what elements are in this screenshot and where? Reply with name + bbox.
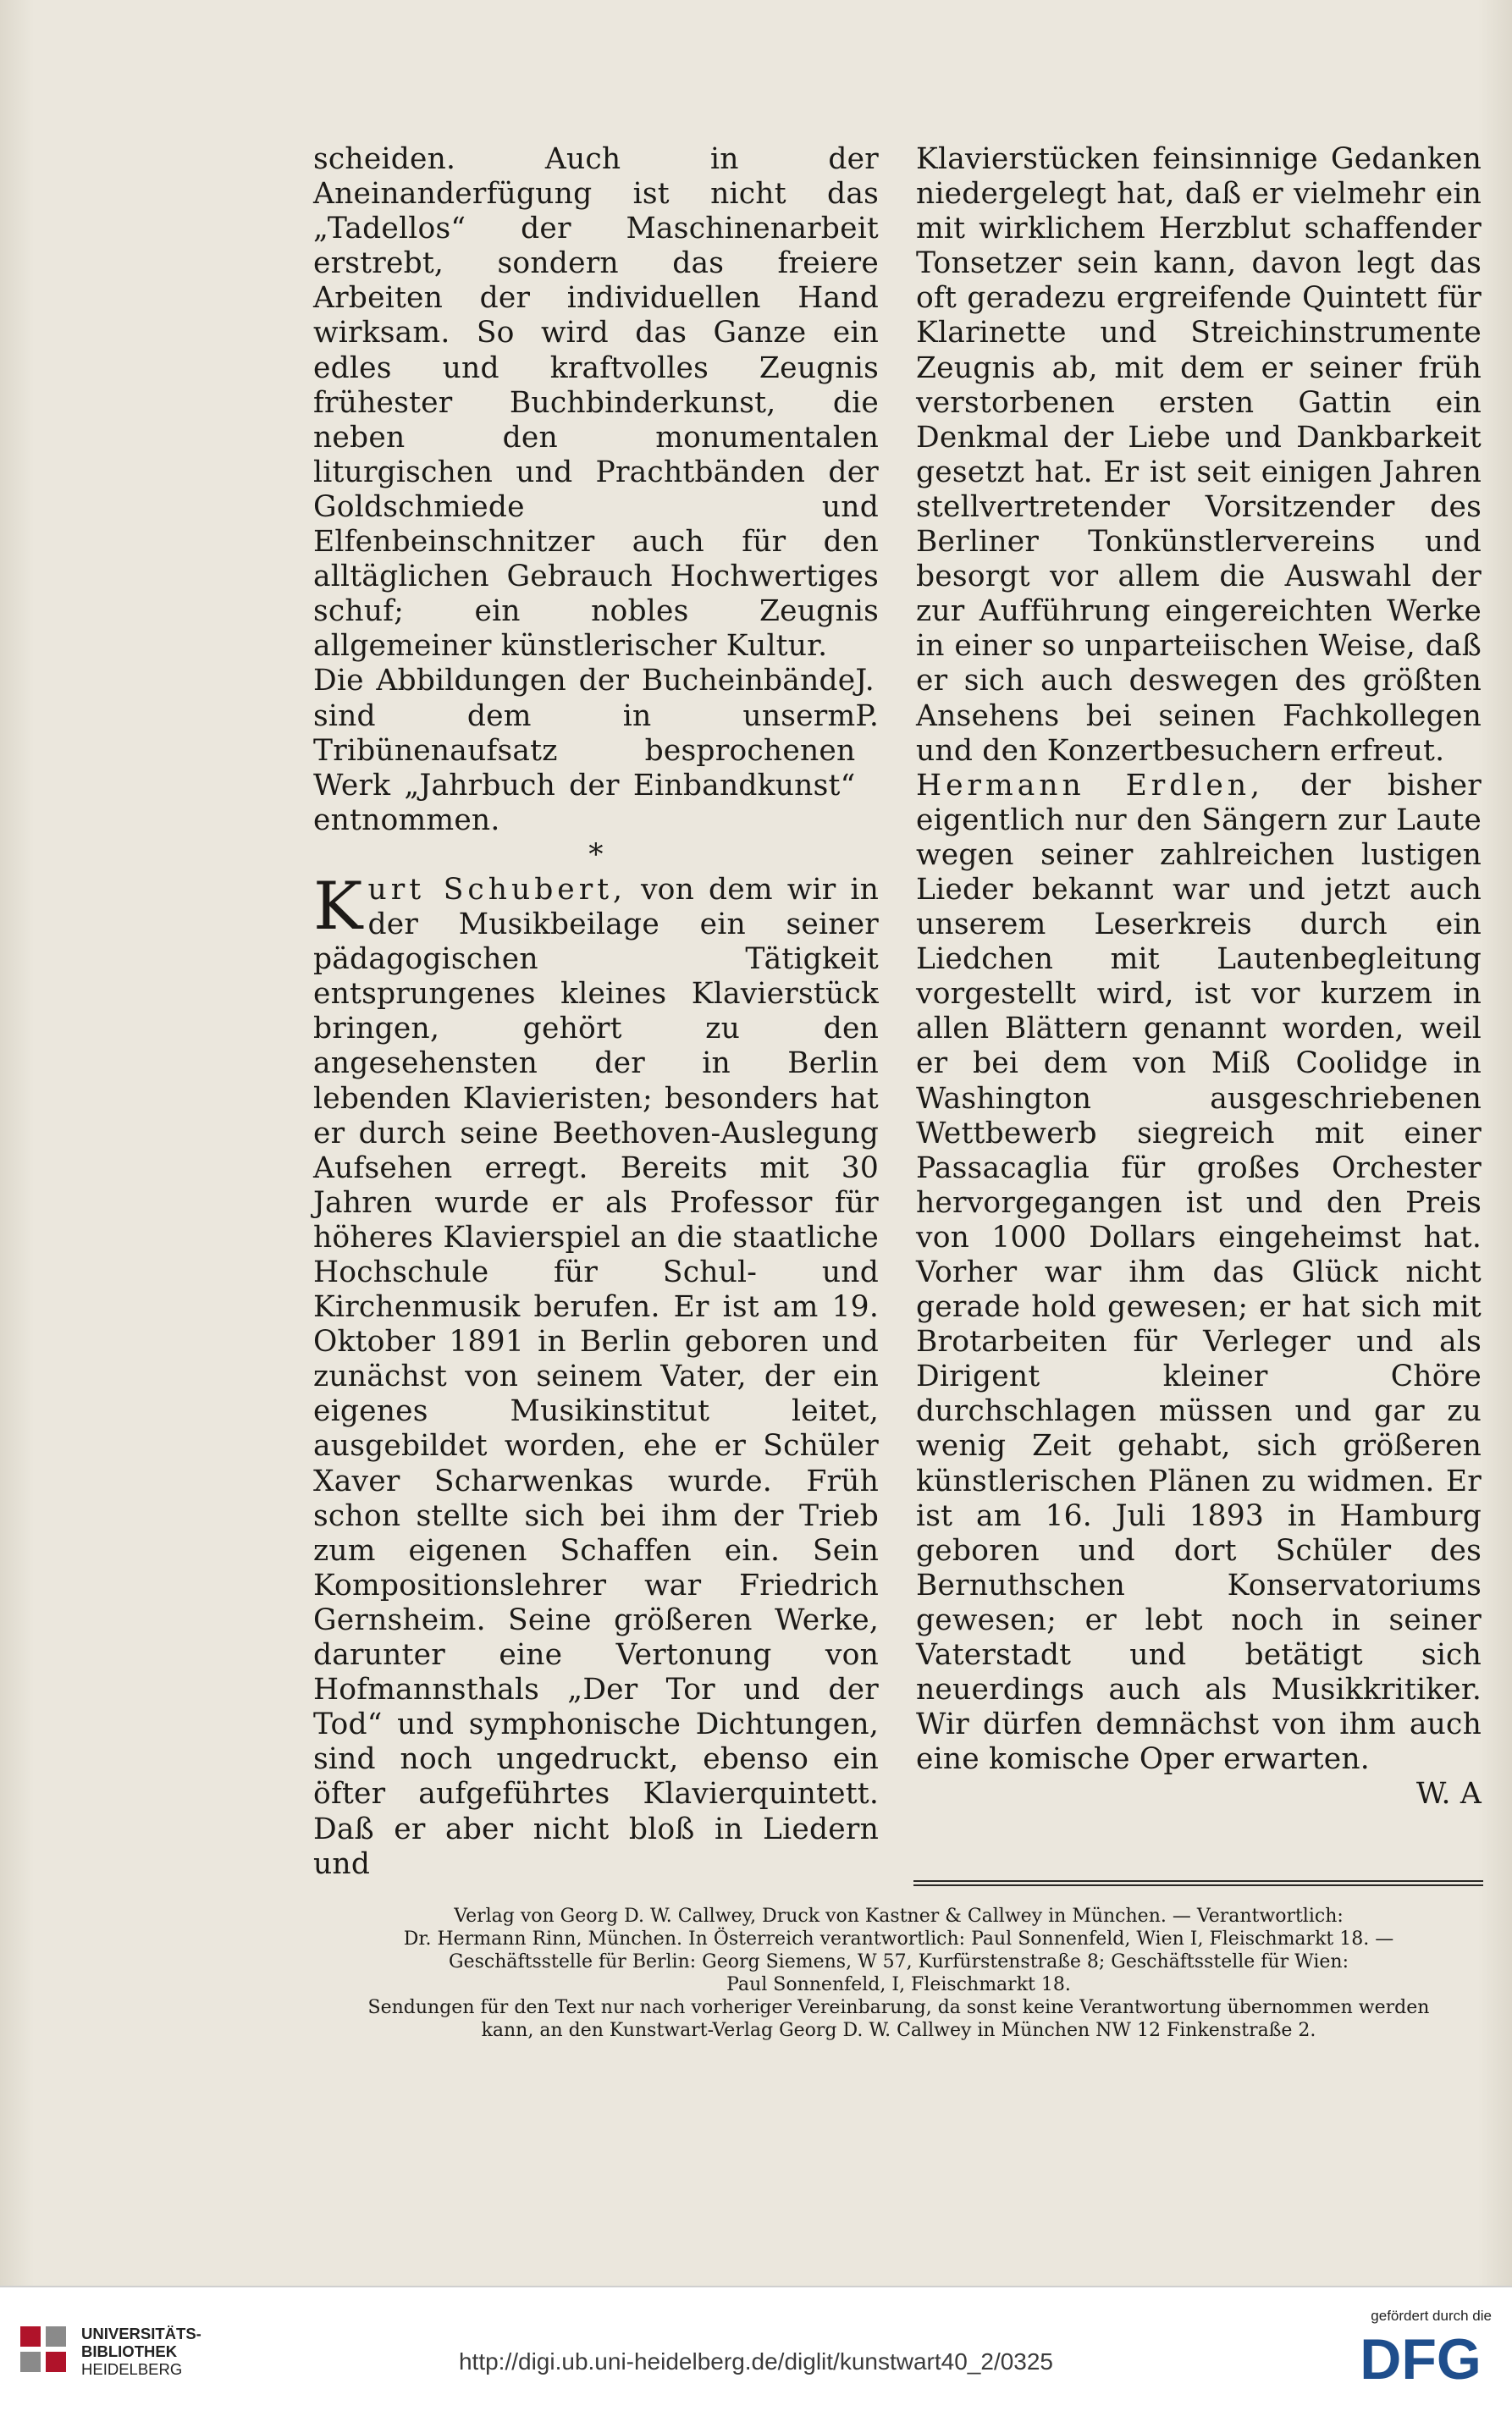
imprint xyxy=(308,1905,1489,2042)
paragraph-body: der bisher eigentlich nur den Sängern zur Laute wegen seiner zahlreichen lustigen Lieder bekannt war und jetzt auch unserem Leserkreis durch ein Liedchen mit Lautenbegleitung vorgestellt wird, ist vor kurzem in allen Blättern genannt worden, weil er bei dem von Miß Coolidge in Washington ausgeschriebenen Wettbewerb siegreich mit einer Passacaglia für großes Orchester hervorgegangen ist und den Preis von 1000 Dollars eingeheimst hat. Vorher war ihm das Glück nicht gerade hold gewesen; er hat sich mit Brotarbeiten für Verleger und als Dirigent kleiner Chöre durchschlagen müssen und gar zu wenig Zeit gehabt, sich größeren künstlerischen Plänen zu widmen. Er ist am 16. Juli 1893 in Hamburg geboren und dort Schüler des Bernuthschen Konservatoriums gewesen; er lebt noch in seiner Vaterstadt und betätigt sich neuerdings auch als Musikkritiker. Wir dürfen demnächst von ihm auch eine komische Oper erwarten. xyxy=(916,768,1482,1777)
author-initials: J. P. xyxy=(855,664,879,733)
library-name-line: BIBLIOTHEK xyxy=(81,2342,178,2360)
rule-line xyxy=(913,1884,1483,1886)
permalink-url[interactable]: http://digi.ub.uni-heidelberg.de/diglit/kunstwart40_2/0325 xyxy=(458,2348,1054,2375)
text-column-left xyxy=(313,142,879,1882)
library-name-line: HEIDELBERG xyxy=(81,2360,183,2378)
imprint-line: kann, an den Kunstwart-Verlag Georg D. W. Callwey in München NW 12 Finkenstraße 2. xyxy=(481,2020,1316,2041)
imprint-line: Geschäftsstelle für Berlin: Georg Siemens, W 57, Kurfürstenstraße 8; Geschäftsstelle für Wien: xyxy=(449,1951,1349,1972)
imprint-line: Verlag von Georg D. W. Callwey, Druck von Kastner & Callwey in München. — Verantwortlich: xyxy=(454,1906,1344,1927)
sponsor-caption: gefördert durch die xyxy=(1371,2308,1492,2324)
library-name-line: UNIVERSITÄTS- xyxy=(81,2325,201,2342)
signature-line xyxy=(916,1777,1482,1812)
imprint-line: Paul Sonnenfeld, I, Fleischmarkt 18. xyxy=(726,1974,1071,1995)
credit-text: Die Abbildungen der Bucheinbände sind dem in unserm Tribünenaufsatz besprochenen Werk „Jahrbuch der Einbandkunst“ entnommen. xyxy=(313,664,856,837)
viewer-footer xyxy=(0,2286,1512,2411)
imprint-line: Dr. Hermann Rinn, München. In Österreich verantwortlich: Paul Sonnenfeld, Wien I, Fleischmarkt 18. — xyxy=(403,1928,1394,1950)
paragraph-hermann-erdlen xyxy=(916,769,1482,1778)
person-name: urt Schubert, xyxy=(367,872,627,907)
paragraph-body: von dem wir in der Musikbeilage ein seiner pädagogischen Tätigkeit entsprungenes kleines Klavierstück bringen, gehört zu den angesehensten der in Berlin lebenden Klavieristen; besonders hat er durch seine Beethoven-Auslegung Aufsehen erregt. Bereits mit 30 Jahren wurde er als Professor für höheres Klavierspiel an die staatliche Hochschule für Schul- und Kirchenmusik berufen. Er ist am 19. Oktober 1891 in Berlin geboren und zunächst von seinem Vater, der ein eigenes Musikinstitut leitet, ausgebildet worden, ehe er Schüler Xaver Scharwenkas wurde. Früh schon stellte sich bei ihm der Trieb zum eigenen Schaffen ein. Sein Kompositionslehrer war Friedrich Gernsheim. Seine größeren Werke, darunter eine Vertonung von Hofmannsthals „Der Tor und der Tod“ und symphonische Dichtungen, sind noch ungedruckt, ebenso ein öfter aufgeführtes Klavierquintett. Daß er aber nicht bloß in Liedern und xyxy=(313,872,880,1881)
dfg-logo-text: DFG xyxy=(1360,2328,1482,2389)
text-column-right xyxy=(916,142,1482,1812)
person-name: Hermann Erdlen, xyxy=(916,768,1265,803)
paragraph-illustrations-credit xyxy=(313,664,879,837)
paragraph-bookbinding: scheiden. Auch in der Aneinanderfügung ist nicht das „Tadellos“ der Maschinenarbeit erstrebt, sondern das freiere Arbeiten der individuellen Hand wirksam. So wird das Ganze ein edles und kraftvolles Zeugnis frühester Buchbinderkunst, die neben den monumentalen liturgischen und Prachtbänden der Goldschmiede und Elfenbeinschnitzer auch für den alltäglichen Gebrauch Hochwertiges schuf; ein nobles Zeugnis allgemeiner künstlerischer Kultur. xyxy=(313,142,879,664)
paragraph-kurt-schubert xyxy=(313,868,880,1882)
section-separator: * xyxy=(588,837,604,872)
paragraph-schubert-continued: Klavierstücken feinsinnige Gedanken niedergelegt hat, daß er vielmehr ein mit wirklichem Herzblut schaffender Tonsetzer sein kann, davon legt das oft geradezu ergreifende Quintett für Klarinette und Streichinstrumente Zeugnis ab, mit dem er seiner früh verstorbenen ersten Gattin ein Denkmal der Liebe und Dankbarkeit gesetzt hat. Er ist seit einigen Jahren stellvertretender Vorsitzender des Berliner Tonkünstlervereins und besorgt vor allem die Auswahl der zur Aufführung eingereichten Werke in einer so unparteiischen Weise, daß er sich auch deswegen des größten Ansehens bei seinen Fachkollegen und den Konzertbesuchern erfreut. xyxy=(916,142,1482,768)
author-initials: W. A xyxy=(1415,1777,1482,1812)
dfg-logo-icon[interactable] xyxy=(1348,2328,1493,2389)
drop-cap: K xyxy=(313,868,363,945)
rule-line xyxy=(913,1880,1483,1882)
imprint-line: Sendungen für den Text nur nach vorheriger Vereinbarung, da sonst keine Verantwortung übernommen werden xyxy=(367,1997,1430,2018)
